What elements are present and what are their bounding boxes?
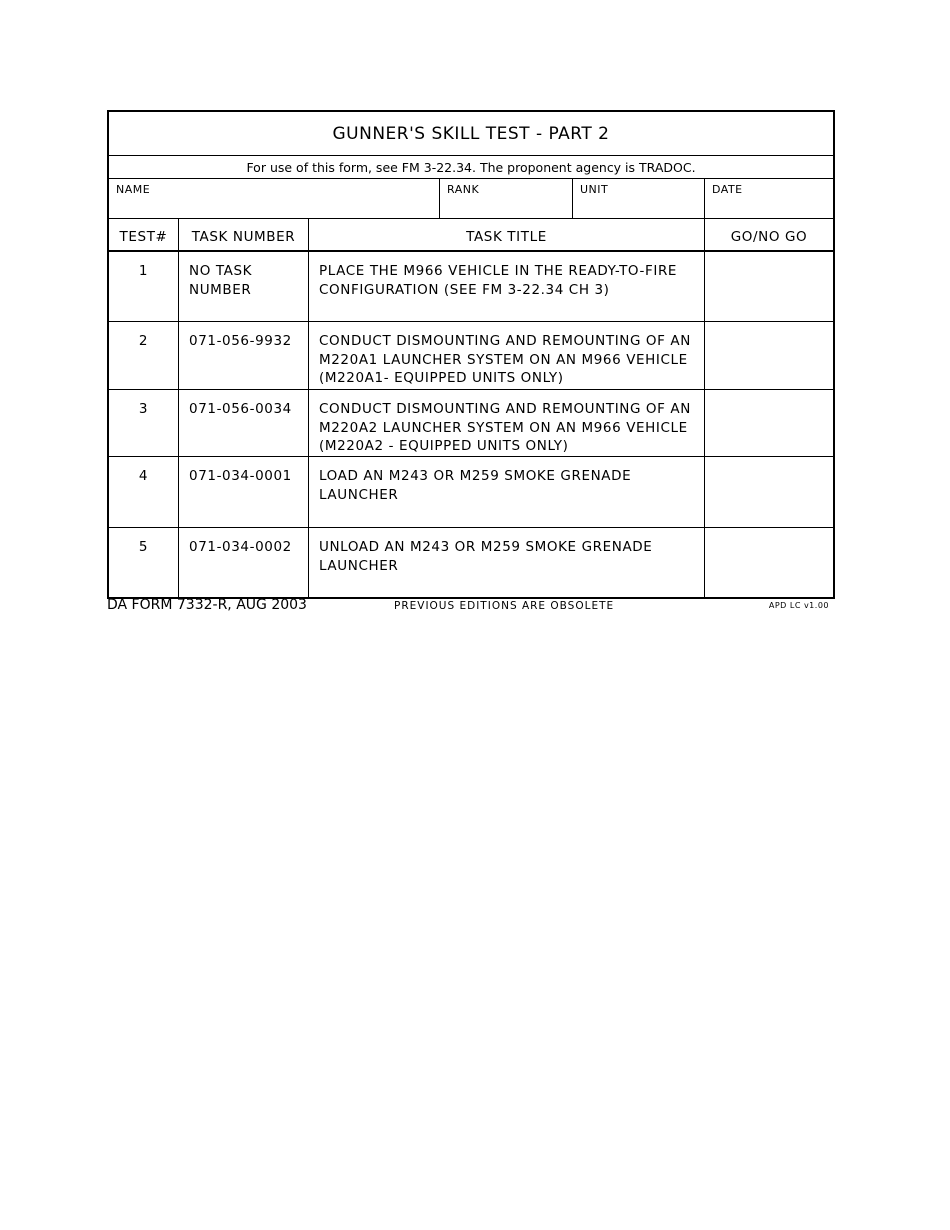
name-field[interactable]	[109, 179, 440, 218]
row-test: 5	[109, 528, 179, 597]
row-task-title: PLACE THE M966 VEHICLE IN THE READY-TO-FIRE CONFIGURATION (SEE FM 3-22.34 CH 3)	[309, 252, 705, 321]
date-label: DATE	[712, 183, 743, 196]
table-row	[109, 528, 833, 597]
rank-field[interactable]	[440, 179, 573, 218]
unit-field[interactable]	[573, 179, 705, 218]
row-go-no-go[interactable]	[705, 252, 833, 321]
form-title: GUNNER'S SKILL TEST - PART 2	[109, 112, 833, 156]
row-task-title: CONDUCT DISMOUNTING AND REMOUNTING OF AN M220A2 LAUNCHER SYSTEM ON AN M966 VEHICLE (M220A2 - EQUIPPED UNITS ONLY)	[309, 390, 705, 456]
form-id: DA FORM 7332-R, AUG 2003	[107, 597, 307, 613]
form-use-note: For use of this form, see FM 3-22.34. The proponent agency is TRADOC.	[109, 156, 833, 179]
row-test: 3	[109, 390, 179, 456]
form-footer	[107, 597, 835, 617]
header-test: TEST#	[109, 219, 179, 250]
table-row	[109, 322, 833, 390]
row-task-number: 071-056-0034	[179, 390, 309, 456]
row-go-no-go[interactable]	[705, 322, 833, 389]
row-test: 4	[109, 457, 179, 527]
row-task-title: LOAD AN M243 OR M259 SMOKE GRENADE LAUNCHER	[309, 457, 705, 527]
row-go-no-go[interactable]	[705, 457, 833, 527]
version-label: APD LC v1.00	[768, 601, 829, 610]
previous-editions-note: PREVIOUS EDITIONS ARE OBSOLETE	[394, 600, 615, 612]
header-go-no-go: GO/NO GO	[730, 228, 808, 245]
row-task-number: 071-034-0001	[179, 457, 309, 527]
skill-test-form	[107, 110, 835, 599]
table-row	[109, 457, 833, 528]
row-task-title: UNLOAD AN M243 OR M259 SMOKE GRENADE LAUNCHER	[309, 528, 705, 597]
row-test: 1	[109, 252, 179, 321]
identification-row	[109, 179, 833, 219]
table-row	[109, 390, 833, 457]
row-task-number: 071-034-0002	[179, 528, 309, 597]
row-task-number: NO TASK NUMBER	[179, 252, 309, 321]
row-task-title: CONDUCT DISMOUNTING AND REMOUNTING OF AN M220A1 LAUNCHER SYSTEM ON AN M966 VEHICLE (M220A1- EQUIPPED UNITS ONLY)	[309, 322, 705, 389]
table-header	[109, 219, 833, 252]
header-task-number: TASK NUMBER	[179, 219, 309, 250]
name-label: NAME	[116, 183, 151, 196]
row-task-number: 071-056-9932	[179, 322, 309, 389]
row-go-no-go[interactable]	[705, 528, 833, 597]
header-task-title: TASK TITLE	[309, 219, 705, 250]
date-field[interactable]	[705, 179, 833, 218]
row-go-no-go[interactable]	[705, 390, 833, 456]
table-row	[109, 252, 833, 322]
rank-label: RANK	[447, 183, 480, 196]
row-test: 2	[109, 322, 179, 389]
unit-label: UNIT	[580, 183, 609, 196]
